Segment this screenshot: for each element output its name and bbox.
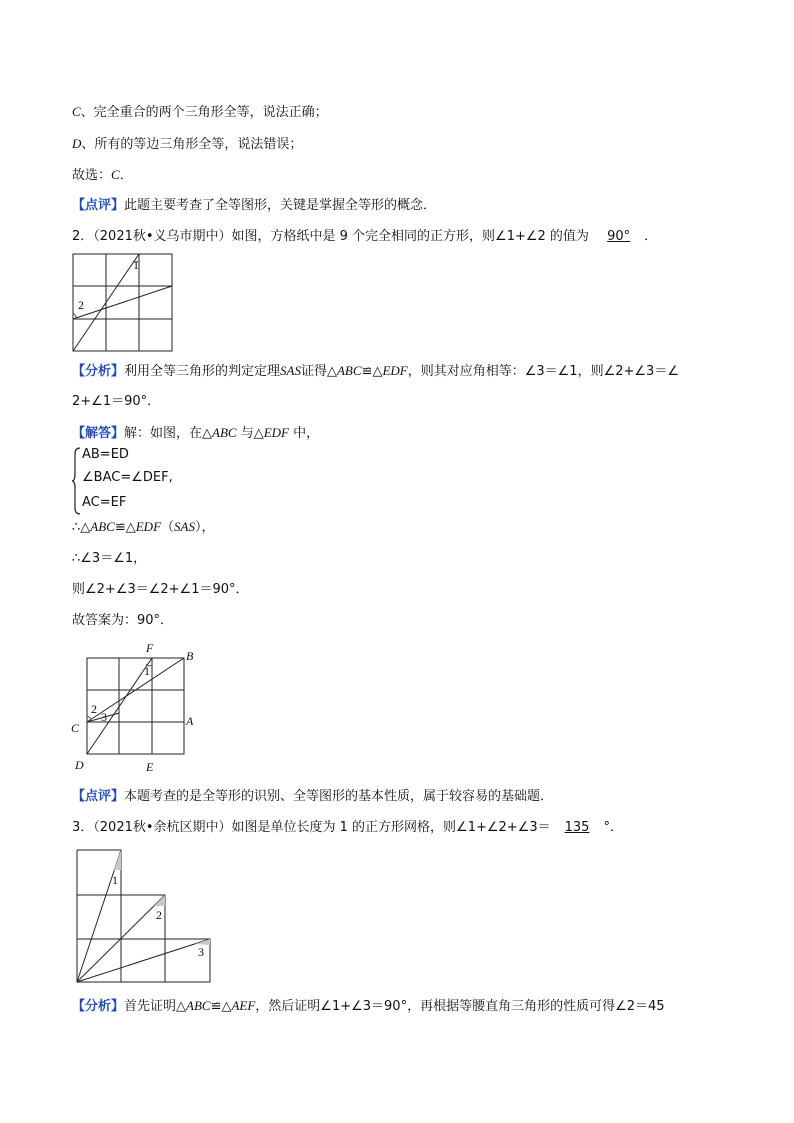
q3-analysis-tag: 【分析】	[72, 999, 125, 1014]
option-d-line	[72, 135, 302, 154]
option-c-letter: C	[72, 104, 81, 119]
q2-labeled-grid-figure	[66, 640, 206, 780]
option-d-letter: D	[72, 136, 82, 151]
fig2-angle-2: 2	[91, 702, 97, 716]
q2-solution-line	[72, 424, 319, 443]
q2-analysis-text-d: ，则其对应角相等：∠3＝∠1，则∠2+∠3＝∠	[407, 364, 679, 379]
choice-line	[72, 166, 133, 185]
choice-end: ．	[119, 168, 133, 183]
label-F: F	[146, 641, 154, 655]
q2-fig-label-2: 2	[78, 298, 84, 312]
q3-fig-label-2: 2	[156, 908, 162, 922]
q2-solution-tag: 【解答】	[72, 426, 125, 441]
therefore1-abc: ABC	[90, 519, 115, 534]
therefore1-sas: SAS	[174, 519, 195, 534]
q2-stem-text: 2．（2021秋•义乌市期中）如图，方格纸中是 9 个完全相同的正方形，则∠1+∠2 的值为	[72, 229, 589, 244]
condition-1: AB=ED	[82, 447, 129, 462]
q3-stem-text: 3．（2021秋•余杭区期中）如图是单位长度为 1 的正方形网格，则∠1+∠2+∠3＝	[72, 820, 551, 835]
condition-3: AC=EF	[82, 495, 127, 510]
choice-prefix: 故选：	[72, 168, 112, 183]
q2-solution-text-b: 与△	[236, 426, 264, 441]
q2-analysis-edf: EDF	[382, 363, 408, 378]
choice-value: C	[111, 167, 120, 182]
q2-answer: 90°	[607, 229, 631, 244]
q2-comment-line	[72, 788, 553, 806]
q2-final-line: 故答案为：90°．	[72, 613, 174, 628]
comment-1-tag: 【点评】	[72, 198, 125, 213]
q2-analysis-abc: ABC	[336, 363, 362, 378]
q2-fig-label-1: 1	[133, 258, 139, 272]
therefore1-c: （	[161, 520, 175, 535]
q2-therefore-2: ∴∠3＝∠1，	[72, 551, 147, 566]
label-D: D	[75, 758, 84, 772]
q2-analysis-text-c: ≌△	[361, 364, 383, 379]
q2-analysis-text-a: 利用全等三角形的判定定理	[124, 364, 281, 379]
therefore1-b: ≌△	[114, 520, 136, 535]
q3-staircase-grid-figure	[74, 848, 214, 988]
q2-comment-text: 本题考查的是全等形的识别、全等图形的基本性质，属于较容易的基础题．	[124, 789, 554, 804]
option-d-text: 、所有的等边三角形全等，说法错误；	[81, 137, 303, 152]
label-E: E	[146, 760, 154, 774]
q3-fig-label-1: 1	[112, 873, 118, 887]
condition-2: ∠BAC=∠DEF,	[82, 470, 173, 485]
q2-analysis-line-2: 2+∠1＝90°．	[72, 394, 161, 409]
therefore1-a: ∴△	[72, 520, 91, 535]
q2-analysis-sas: SAS	[280, 363, 301, 378]
q2-comment-tag: 【点评】	[72, 789, 125, 804]
q3-stem	[72, 819, 623, 837]
option-c-line	[72, 103, 328, 122]
fig2-angle-1: 1	[144, 664, 150, 678]
q2-solution-text-c: 中，	[289, 426, 320, 441]
q3-analysis-line	[72, 997, 665, 1016]
q2-grid-figure	[72, 253, 174, 353]
q3-analysis-text-a: 首先证明△	[124, 999, 187, 1014]
q3-answer: 135	[564, 820, 590, 835]
q2-solution-abc: ABC	[212, 425, 237, 440]
q3-analysis-text-c: ，然后证明∠1+∠3＝90°，再根据等腰直角三角形的性质可得∠2＝45	[255, 999, 665, 1014]
comment-1-text: 此题主要考查了全等图形，关键是掌握全等形的概念．	[124, 198, 437, 213]
q2-then-line: 则∠2+∠3＝∠2+∠1＝90°．	[72, 582, 249, 597]
q3-analysis-aef: AEF	[231, 998, 256, 1013]
option-c-text: 、完全重合的两个三角形全等，说法正确；	[80, 105, 328, 120]
therefore1-d: ），	[194, 520, 215, 535]
q2-stem	[72, 228, 657, 246]
q2-condition-system	[72, 446, 232, 516]
q2-stem-end: ．	[644, 229, 658, 244]
q2-analysis-text-b: 证得△	[300, 364, 337, 379]
q2-solution-text-a: 解：如图，在△	[124, 426, 213, 441]
label-A: A	[186, 714, 194, 728]
q3-analysis-text-b: ≌△	[210, 999, 232, 1014]
q3-stem-end: °．	[603, 820, 623, 835]
therefore1-edf: EDF	[135, 519, 162, 534]
comment-1-line	[72, 197, 436, 215]
brace-icon	[72, 446, 82, 516]
label-C: C	[71, 721, 80, 735]
q2-analysis-tag: 【分析】	[72, 364, 125, 379]
q3-fig-label-3: 3	[198, 945, 204, 959]
q2-solution-edf: EDF	[263, 425, 289, 440]
q2-analysis-line-1	[72, 362, 679, 381]
q3-analysis-abc: ABC	[186, 998, 211, 1013]
q2-therefore-1	[72, 518, 215, 537]
fig2-angle-3: 3	[101, 710, 107, 724]
label-B: B	[186, 649, 194, 663]
